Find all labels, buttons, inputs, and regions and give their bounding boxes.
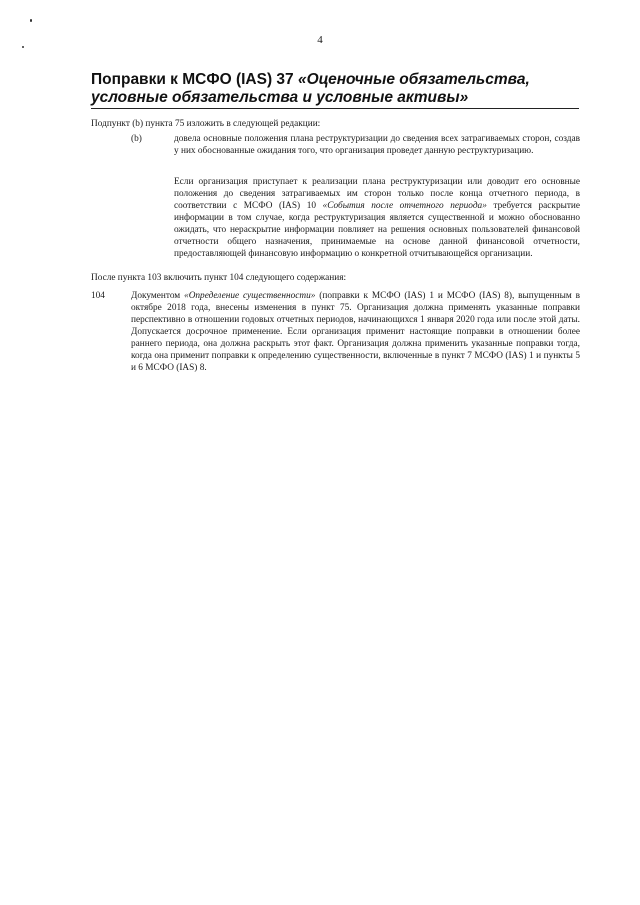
document-title: «Определение существенности» [184,291,316,301]
item-label: (b) [131,134,142,144]
page-number: 4 [317,34,323,46]
explanatory-paragraph: Если организация приступает к реализации плана реструктуризации или доводит его основные положения до сведения затрагиваемых им сторон только после конца отчетного периода, в соответствии с МСФО (IAS) 10 «События после отчетного периода» требуется раскрытие информации в том случае, когда реструктуризация является существенной и можно обоснованно ожидать, что нераскрытие информации повлияет на решения основных пользователей финансовой отчетности общего назначения, принимаемые на основе данной финансовой отчетности, предоставляющей финансовую информацию о конкретной отчитывающейся организации. [174,177,580,259]
heading-title: «Оценочные обязательства, условные обязательства и условные активы» [91,71,530,106]
item-text: довела основные положения плана реструктуризации до сведения всех затрагиваемых сторон, создав у них обоснованные ожидания того, что организация проведет данную реструктуризацию. [174,134,580,156]
paragraph-104-text: Документом «Определение существенности» (поправки к МСФО (IAS) 1 и МСФО (IAS) 8), выпущенным в октябре 2018 года, внесены изменения в пункт 75. Организация должна применять указанные поправки перспективно в отношении годовых отчетных периодов, начинающихся 1 января 2020 года или после этой даты. Допускается досрочное применение. Если организация применит настоящие поправки в отношении более раннего периода, она должна раскрыть этот факт. Организация должна применить указанные поправки тогда, когда она применит поправки к определению существенности, включенные в пункт 7 МСФО (IAS) 1 и пункты 5 и 6 МСФО (IAS) 8. [131,291,581,373]
section-heading [91,71,581,107]
standard-title: «События после отчетного периода» [322,201,487,211]
scan-speck [30,19,32,22]
intro-paragraph-2: После пункта 103 включить пункт 104 следующего содержания: [91,273,347,283]
heading-prefix: Поправки к МСФО (IAS) 37 [91,71,298,88]
paragraph-number: 104 [91,291,105,301]
intro-paragraph: Подпункт (b) пункта 75 изложить в следующей редакции: [91,119,321,129]
heading-divider [91,108,579,109]
scan-speck [22,46,24,48]
